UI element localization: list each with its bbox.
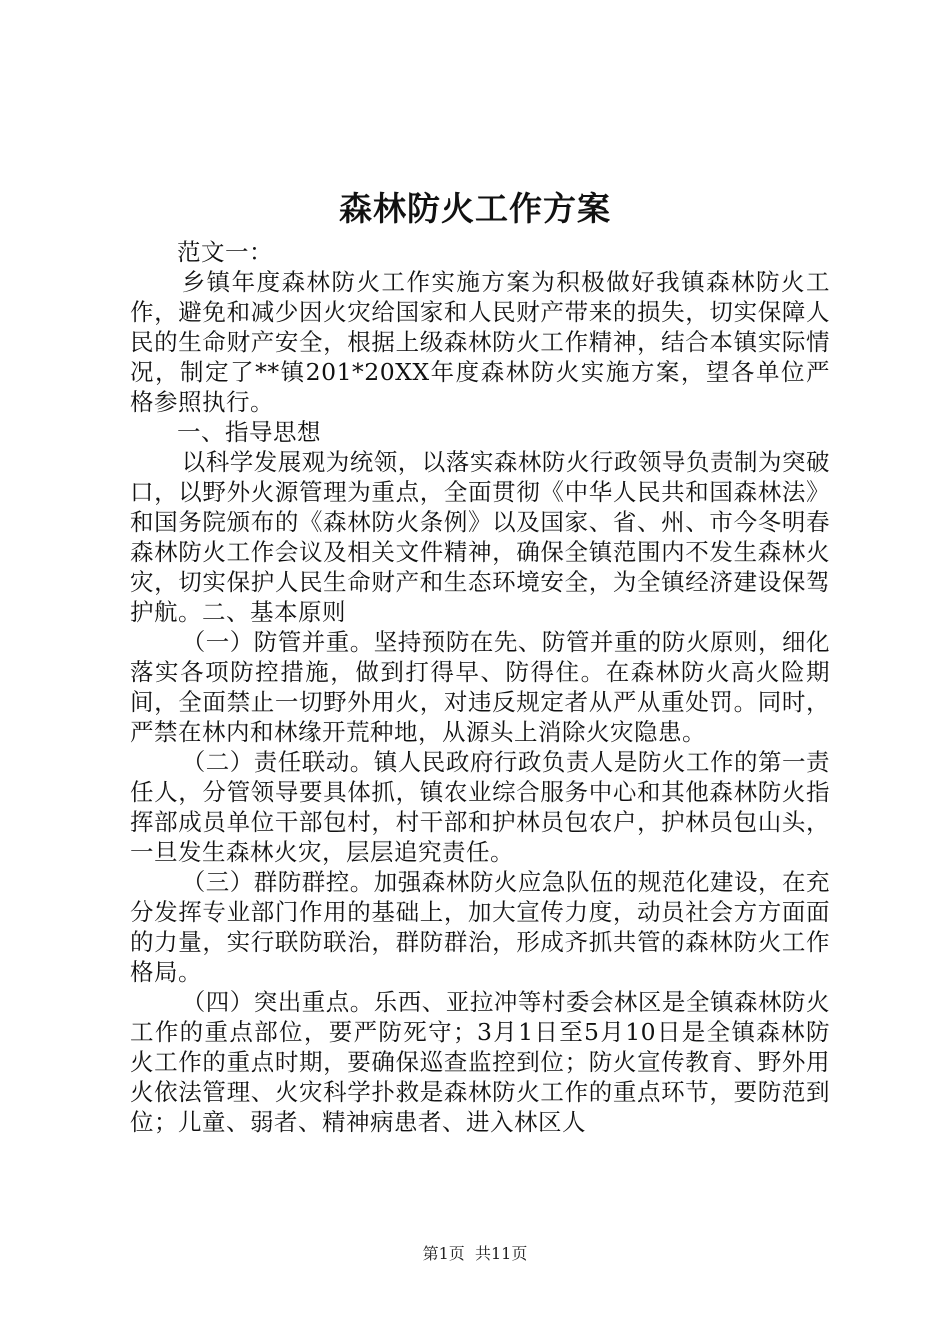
page-footer [0, 1243, 950, 1265]
paragraph-guiding-ideology: 以科学发展观为统领，以落实森林防火行政领导负责制为突破口，以野外火源管理为重点，全面贯彻《中华人民共和国森林法》和国务院颁布的《森林防火条例》以及国家、省、州、市今冬明春森林防火工作会议及相关文件精神，确保全镇范围内不发生森林火灾，切实保护人民生命财产和生态环境安全，为全镇经济建设保驾护航。二、基本原则 [130, 448, 830, 626]
paragraph-principle-4: （四）突出重点。乐西、亚拉冲等村委会林区是全镇森林防火工作的重点部位，要严防死守；3月1日至5月10日是全镇森林防火工作的重点时期，要确保巡查监控到位；防火宣传教育、野外用火依法管理、火灾科学扑救是森林防火工作的重点环节，要防范到位；儿童、弱者、精神病患者、进入林区人 [130, 988, 830, 1136]
paragraph-intro-label: 范文一： [177, 238, 273, 266]
paragraph-principle-1: （一）防管并重。坚持预防在先、防管并重的防火原则，细化落实各项防控措施，做到打得早、防得住。在森林防火高火险期间，全面禁止一切野外用火，对违反规定者从严从重处罚。同时，严禁在林内和林缘开荒种地，从源头上消除火灾隐患。 [130, 628, 830, 746]
section-heading-guiding-ideology: 一、指导思想 [177, 418, 321, 446]
document-title: 森林防火工作方案 [339, 189, 611, 228]
paragraph-principle-2: （二）责任联动。镇人民政府行政负责人是防火工作的第一责任人，分管领导要具体抓，镇农业综合服务中心和其他森林防火指挥部成员单位干部包村，村干部和护林员包农户，护林员包山头，一旦发生森林火灾，层层追究责任。 [130, 748, 830, 866]
page-number: 第1页 [422, 1244, 465, 1263]
page-total: 共11页 [474, 1244, 528, 1263]
paragraph-intro: 乡镇年度森林防火工作实施方案为积极做好我镇森林防火工作，避免和减少因火灾给国家和人民财产带来的损失，切实保障人民的生命财产安全，根据上级森林防火工作精神，结合本镇实际情况，制定了**镇201*20XX年度森林防火实施方案，望各单位严格参照执行。 [130, 268, 830, 416]
paragraph-principle-3: （三）群防群控。加强森林防火应急队伍的规范化建设，在充分发挥专业部门作用的基础上，加大宣传力度，动员社会方方面面的力量，实行联防联治，群防群治，形成齐抓共管的森林防火工作格局。 [130, 868, 830, 986]
document-body [130, 237, 830, 1137]
